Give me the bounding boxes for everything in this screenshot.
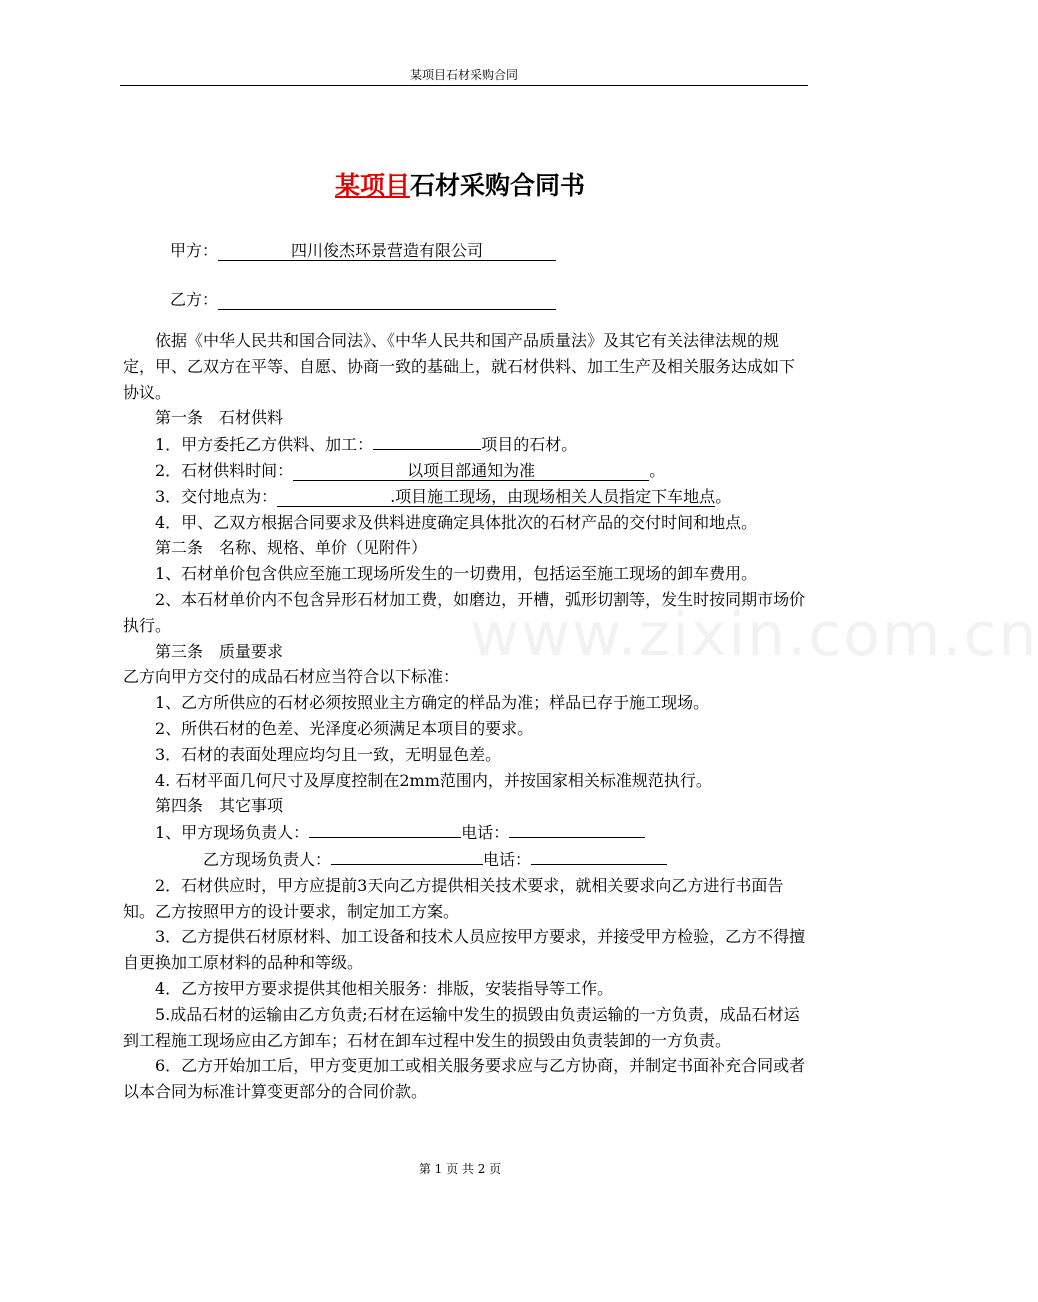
a1-2-text: 2．石材供料时间： [155, 460, 294, 480]
article-4-heading: 第四条 其它事项 [155, 796, 284, 816]
article-2-item-2: 2、本石材单价内不包含异形石材加工费，如磨边，开槽，弧形切割等，发生时按同期市场价执行。 [123, 589, 806, 635]
article-4-item-5: 5.成品石材的运输由乙方负责;石材在运输中发生的损毁由负责运输的一方负责，成品石材运到工程施工现场应由乙方卸车；石材在卸车过程中发生的损毁由负责装卸的一方负责。 [123, 1004, 800, 1050]
delivery-location-field[interactable] [277, 488, 715, 507]
article-3-intro: 乙方向甲方交付的成品石材应当符合以下标准： [123, 667, 460, 687]
document-title [0, 166, 920, 202]
title-rest: 石材采购合同书 [410, 171, 586, 200]
article-4-item-2: 2．石材供应时，甲方应提前3天向乙方提供相关技术要求，就相关要求向乙方进行书面告知。乙方按照甲方的设计要求，制定加工方案。 [123, 875, 784, 921]
party-b-line [170, 287, 556, 310]
party-a-phone-field[interactable] [509, 819, 645, 838]
article-4-item-4: 4．乙方按甲方要求提供其他相关服务：排版，安装指导等工作。 [155, 978, 614, 998]
article-3-heading: 第三条 质量要求 [155, 641, 284, 661]
a1-1-suffix: 项目的石材。 [481, 435, 578, 455]
watermark: www.zixin.com.cn [470, 600, 1038, 670]
supply-time-value: 以项目部通知为准 [407, 460, 536, 480]
a1-3-suffix: 。 [715, 486, 732, 506]
article-4-item-6: 6．乙方开始加工后，甲方变更加工或相关服务要求应与乙方协商，并制定书面补充合同或者以本合同为标准计算变更部分的合同价款。 [123, 1056, 806, 1102]
a1-2-suffix: 。 [649, 460, 666, 480]
party-b-onsite-field[interactable] [331, 846, 483, 865]
party-a-onsite-label: 1、甲方现场负责人： [155, 823, 310, 843]
article-3-item-4: 4. 石材平面几何尺寸及厚度控制在2mm范围内，并按国家相关标准规范执行。 [155, 770, 712, 790]
delivery-location-value: .项目施工现场，由现场相关人员指定下车地点 [390, 486, 716, 506]
contract-body [123, 328, 807, 1105]
supply-time-field[interactable] [293, 462, 649, 481]
article-2-item-1: 1、石材单价包含供应至施工现场所发生的一切费用，包括运至施工现场的卸车费用。 [155, 564, 758, 584]
article-1-item-4: 4．甲、乙双方根据合同要求及供料进度确定具体批次的石材产品的交付时间和地点。 [155, 512, 758, 532]
article-4-item-3: 3．乙方提供石材原材料、加工设备和技术人员应按甲方要求，并接受甲方检验，乙方不得擅自更换加工原材料的品种和等级。 [123, 927, 806, 973]
article-4-item-1a [123, 819, 807, 846]
running-header: 某项目石材采购合同 [409, 68, 518, 82]
project-name-field[interactable] [373, 431, 481, 450]
article-3-item-3: 3．石材的表面处理应均匀且一致，无明显色差。 [155, 744, 502, 764]
party-a-line [170, 238, 556, 261]
party-a-field[interactable] [218, 242, 556, 261]
party-b-onsite-label: 乙方现场负责人： [203, 849, 332, 869]
page-footer: 第 1 页 共 2 页 [418, 1162, 502, 1176]
article-1-item-2 [123, 458, 807, 484]
party-b-label: 乙方： [170, 290, 219, 309]
title-project-name: 某项目 [334, 171, 410, 200]
party-a-onsite-field[interactable] [309, 819, 461, 838]
article-1-heading: 第一条 石材供料 [155, 408, 284, 428]
article-1-item-3 [123, 484, 807, 510]
party-b-phone-label: 电话： [483, 849, 532, 869]
intro-paragraph: 依据《中华人民共和国合同法》、《中华人民共和国产品质量法》及其它有关法律法规的规定，甲、乙双方在平等、自愿、协商一致的基础上，就石材供料、加工生产及相关服务达成如下协议。 [123, 331, 796, 402]
party-a-label: 甲方： [170, 241, 219, 260]
party-b-phone-field[interactable] [531, 846, 667, 865]
party-a-phone-label: 电话： [461, 823, 510, 843]
article-4-item-1b [123, 846, 807, 873]
article-2-heading: 第二条 名称、规格、单价（见附件） [155, 538, 428, 558]
a1-3-text: 3．交付地点为： [155, 486, 278, 506]
party-a-value: 四川俊杰环景营造有限公司 [291, 241, 484, 260]
article-3-item-2: 2、所供石材的色差、光泽度必须满足本项目的要求。 [155, 718, 534, 738]
article-1-item-1 [123, 431, 807, 458]
article-3-item-1: 1、乙方所供应的石材必须按照业主方确定的样品为准；样品已存于施工现场。 [155, 693, 710, 713]
a1-1-text: 1．甲方委托乙方供料、加工： [155, 435, 374, 455]
party-b-field[interactable] [218, 291, 556, 310]
header-rule [120, 85, 808, 86]
